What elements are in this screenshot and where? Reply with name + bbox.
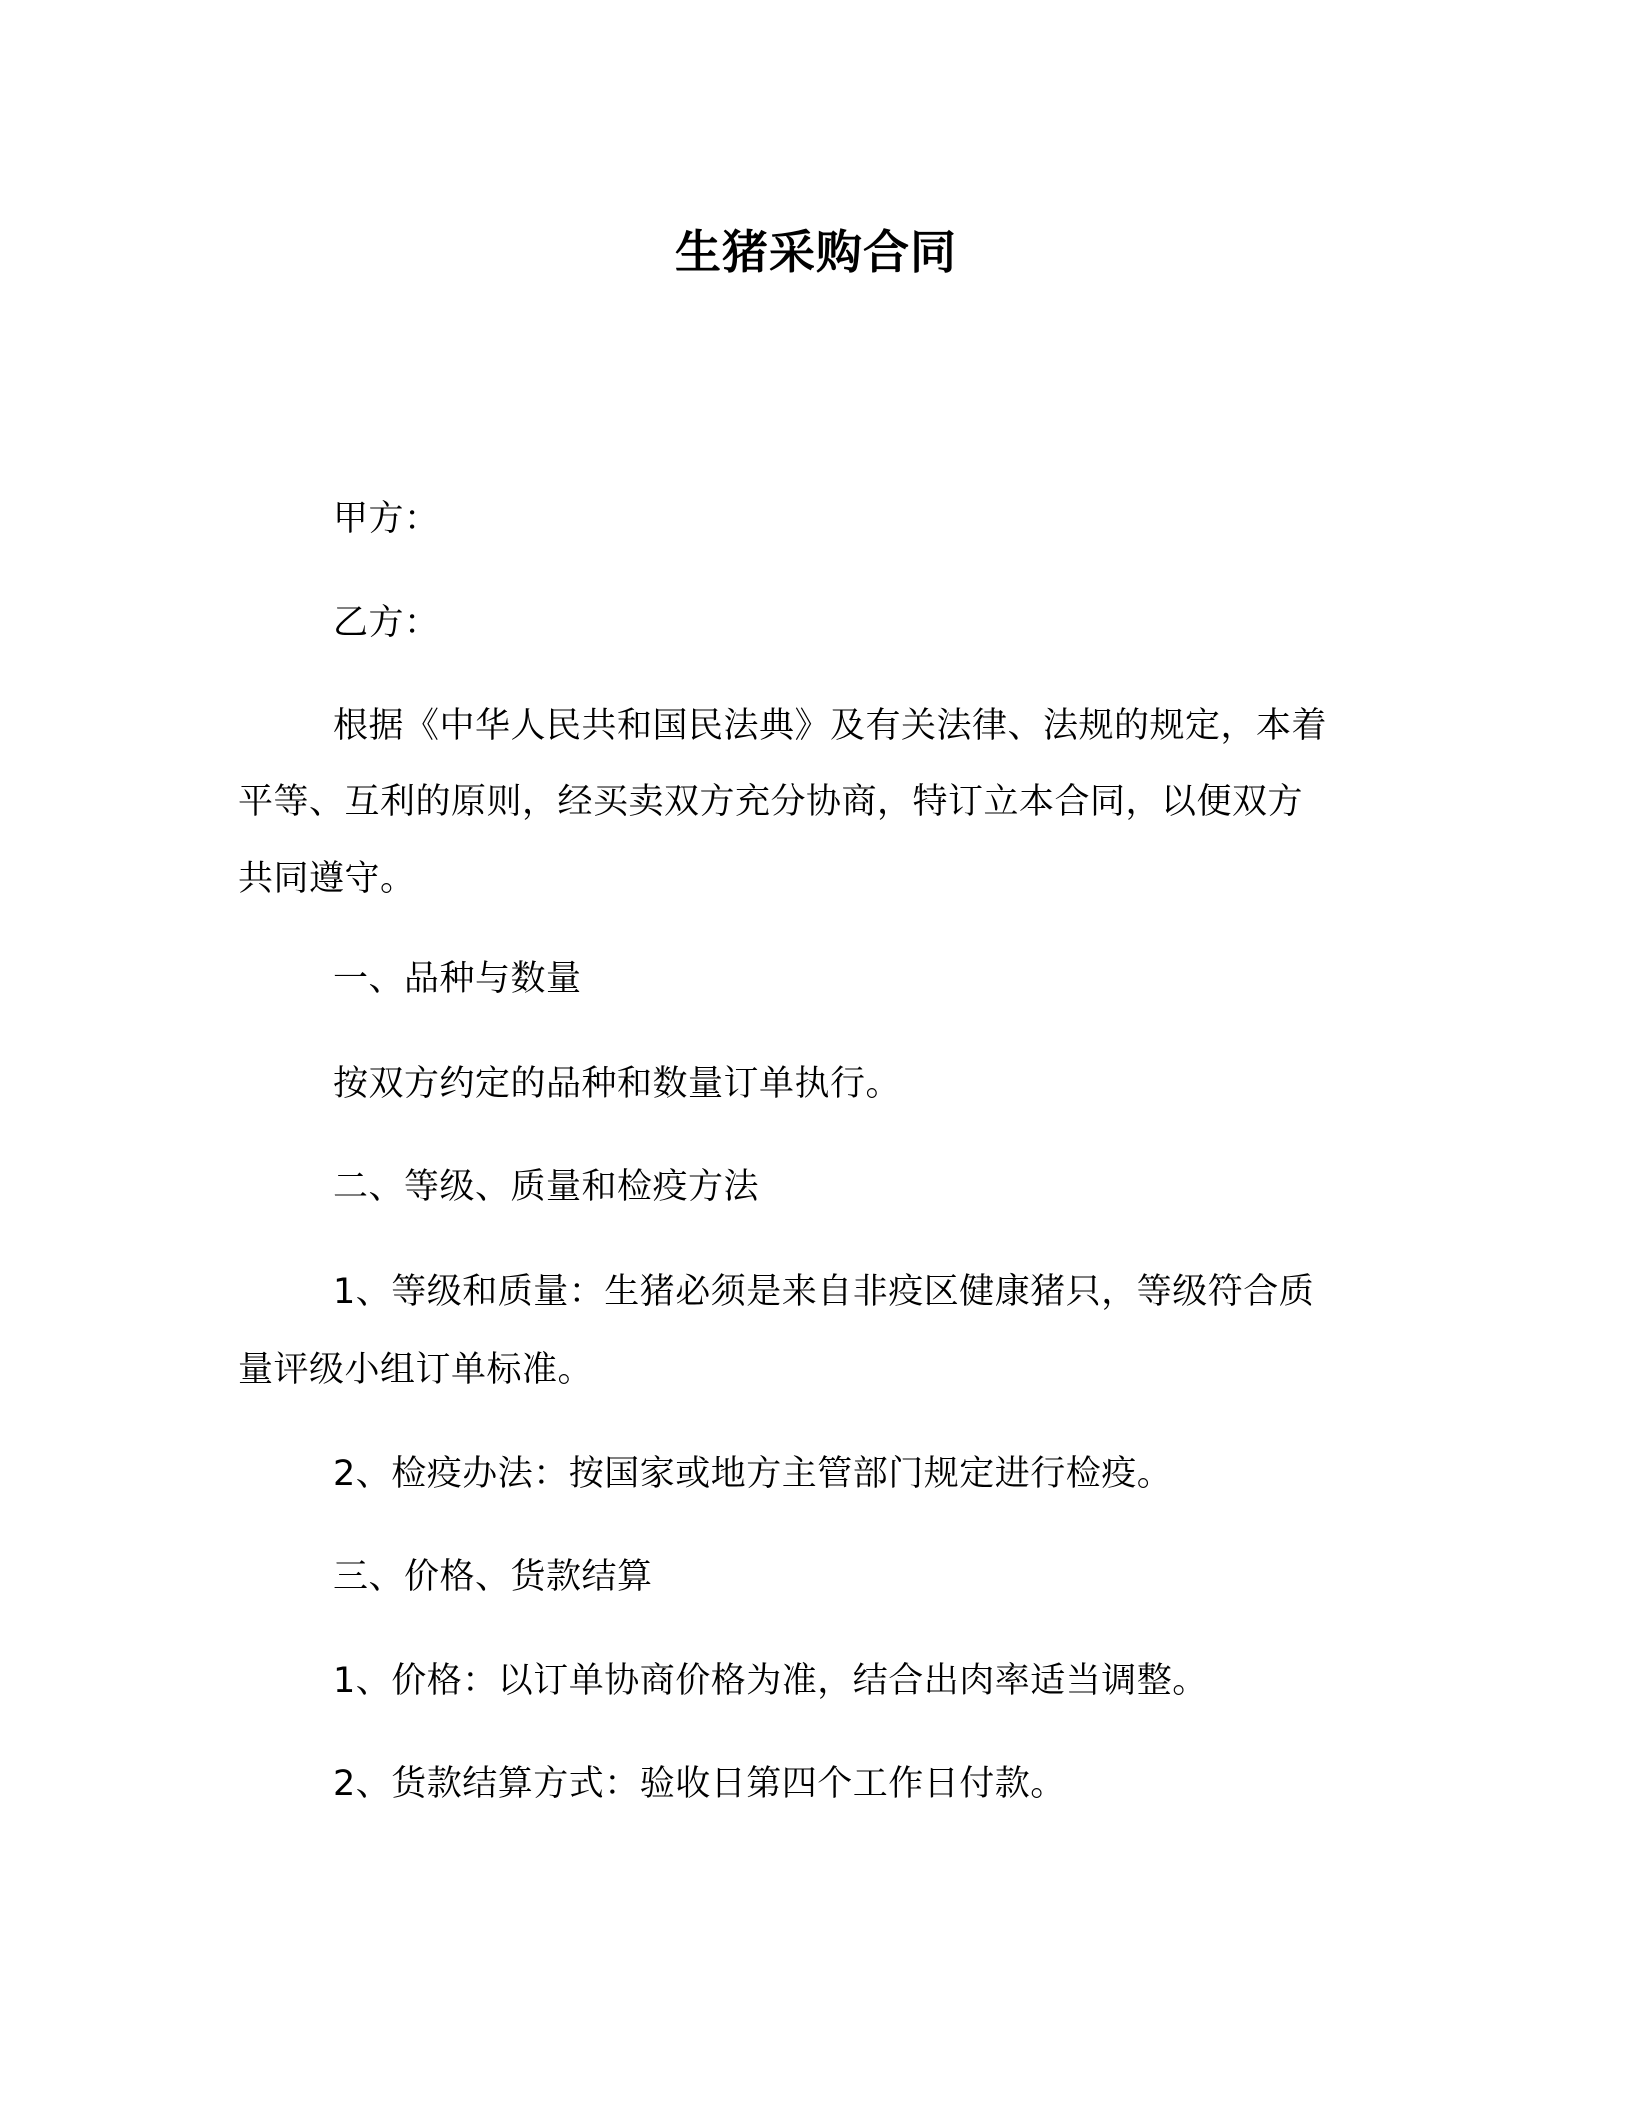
section-2-item-1-line-1: 1、等级和质量：生猪必须是来自非疫区健康猪只，等级符合质 [333, 1272, 1315, 1312]
section-1-text: 按双方约定的品种和数量订单执行。 [333, 1064, 902, 1104]
section-3-item-2: 2、货款结算方式：验收日第四个工作日付款。 [333, 1764, 1066, 1804]
preamble-line-3: 共同遵守。 [238, 859, 416, 899]
section-3-heading: 三、价格、货款结算 [333, 1557, 653, 1597]
party-a-label: 甲方： [333, 499, 440, 539]
section-3-item-1: 1、价格：以订单协商价格为准，结合出肉率适当调整。 [333, 1661, 1208, 1701]
preamble-line-2: 平等、互利的原则，经买卖双方充分协商，特订立本合同，以便双方 [238, 782, 1304, 822]
document-title: 生猪采购合同 [675, 225, 957, 279]
section-1-heading: 一、品种与数量 [333, 959, 582, 999]
section-2-item-1-line-2: 量评级小组订单标准。 [238, 1350, 594, 1390]
preamble-line-1: 根据《中华人民共和国民法典》及有关法律、法规的规定，本着 [333, 706, 1328, 746]
section-2-heading: 二、等级、质量和检疫方法 [333, 1167, 760, 1207]
party-b-label: 乙方： [333, 603, 440, 643]
section-2-item-2: 2、检疫办法：按国家或地方主管部门规定进行检疫。 [333, 1454, 1173, 1494]
